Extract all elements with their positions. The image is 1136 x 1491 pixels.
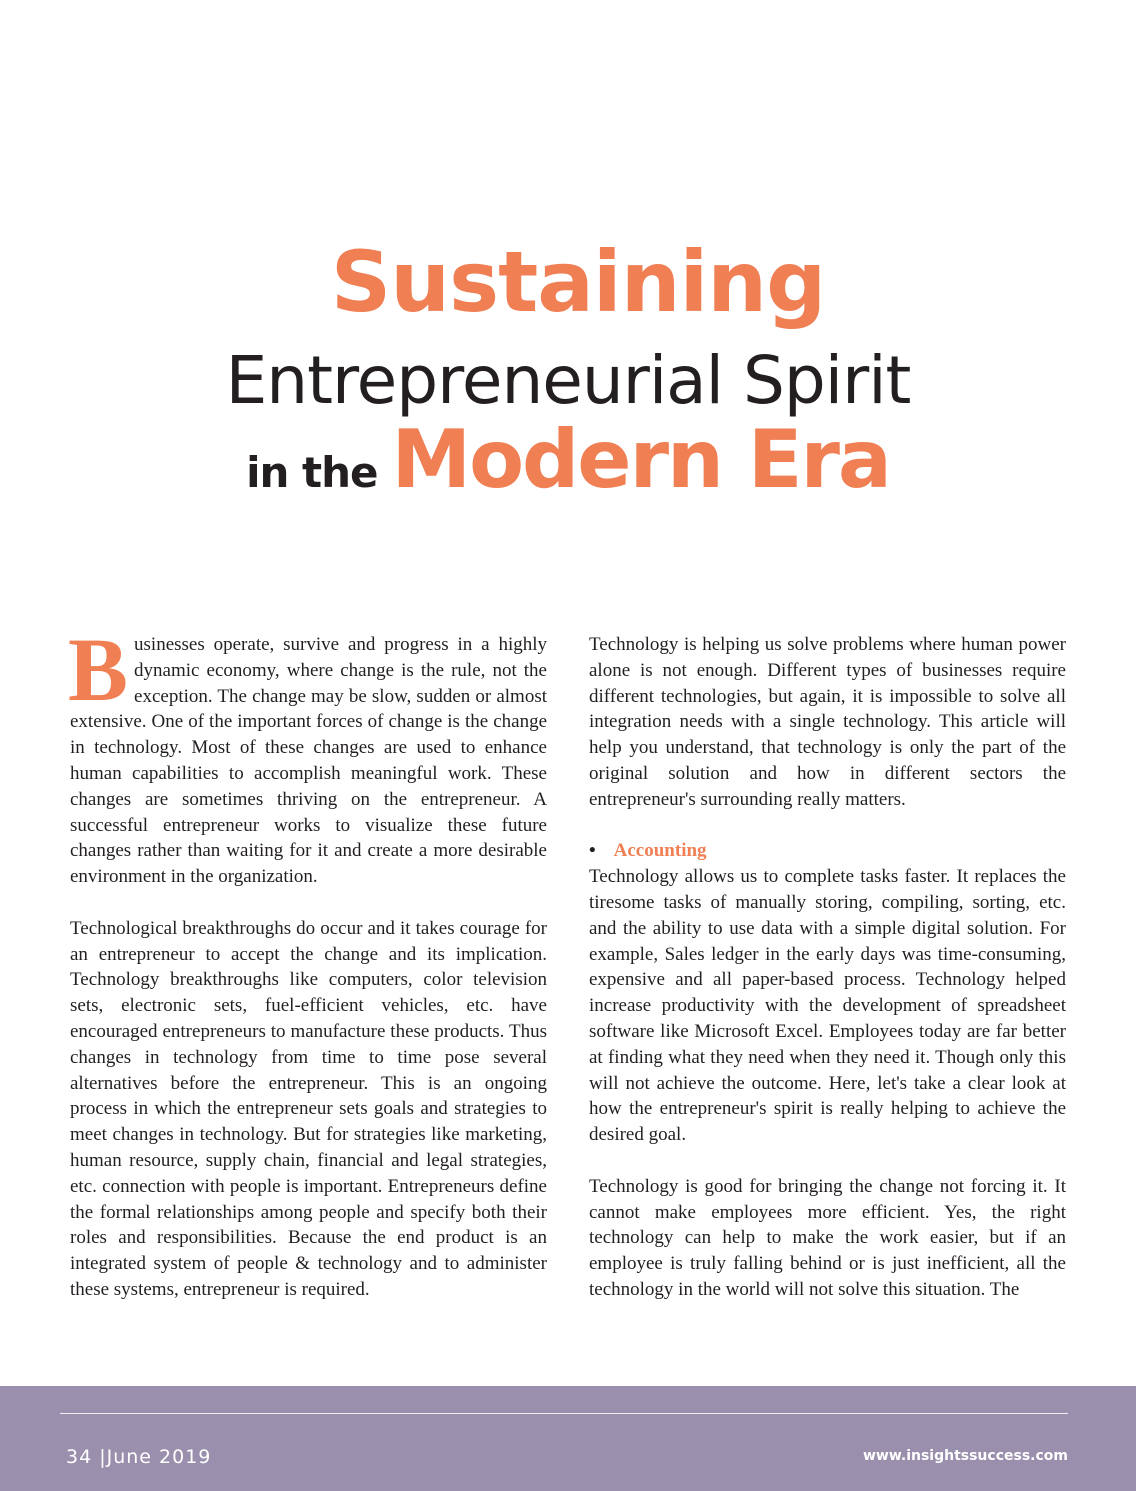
intro-paragraph [68,621,547,890]
drop-cap: B [68,621,129,720]
title-line-sustaining: Sustaining [330,233,826,331]
technology-helping-paragraph: Technology is helping us solve problems where human power alone is not enough. Different types of businesses require different technologies, but again, it is impossible to solve all integration needs with a single technology. This article will help you understand, that technology is only the part of the original solution and how in different sectors the entrepreneur's surrounding really matters. [589,634,1066,810]
left-column [68,621,547,1329]
article-title [0,233,1136,506]
accounting-heading-label: Accounting [613,840,707,862]
technology-change-paragraph: Technology is good for bringing the change not forcing it. It cannot make employees more efficient. Yes, the right technology can help to make the work easier, but if an employee is truly falling behind or is just inefficient, all the technology in the world will not solve this situation. The [589,1175,1066,1300]
intro-paragraph-text: usinesses operate, survive and progress in a highly dynamic economy, where change is the rule, not the exception. The change may be slow, sudden or almost extensive. One of the important forces of change is the change in technology. Most of these changes are used to enhance human capabilities to accomplish meaningful work. These changes are sometimes thriving on the entrepreneur. A successful entrepreneur works to visualize these future changes rather than waiting for it and create a more desirable environment in the organization. [70,634,547,888]
accounting-heading [589,838,1066,864]
bullet-icon: • [589,840,596,862]
page-footer [0,1386,1136,1491]
title-line-entrepreneurial-spirit: Entrepreneurial Spirit [225,342,911,419]
page-number-date: 34 |June 2019 [66,1446,212,1468]
title-modern-era: Modern Era [391,413,890,506]
right-column [589,632,1066,1329]
footer-divider [60,1413,1068,1414]
website-url: www.insightssuccess.com [862,1448,1068,1464]
technological-breakthroughs-paragraph: Technological breakthroughs do occur and it takes courage for an entrepreneur to accept the change and its implication. Technology breakthroughs like computers, color television sets, electronic sets, fuel-efficient vehicles, etc. have encouraged entrepreneurs to manufacture these products. Thus changes in technology from time to time pose several alternatives before the entrepreneur. This is an ongoing process in which the entrepreneur sets goals and strategies to meet changes in technology. But for strategies like marketing, human resource, supply chain, financial and legal strategies, etc. connection with people is important. Entrepreneurs define the formal relationships among people and specify both their roles and responsibilities. Because the end product is an integrated system of people & technology and to administer these systems, entrepreneur is required. [70,917,547,1300]
accounting-paragraph: Technology allows us to complete tasks faster. It replaces the tiresome tasks of manually storing, compiling, sorting, etc. and the ability to use data with a simple digital solution. For example, Sales ledger in the early days was time-consuming, expensive and all paper-based process. Technology helped increase productivity with the development of spreadsheet software like Microsoft Excel. Employees today are far better at finding what they need when they need it. Though only this will not achieve the outcome. Here, let's take a clear look at how the entrepreneur's spirit is really helping to achieve the desired goal. [589,866,1066,1146]
title-line-modern-era [0,413,1136,506]
title-in-the: in the [246,448,378,497]
